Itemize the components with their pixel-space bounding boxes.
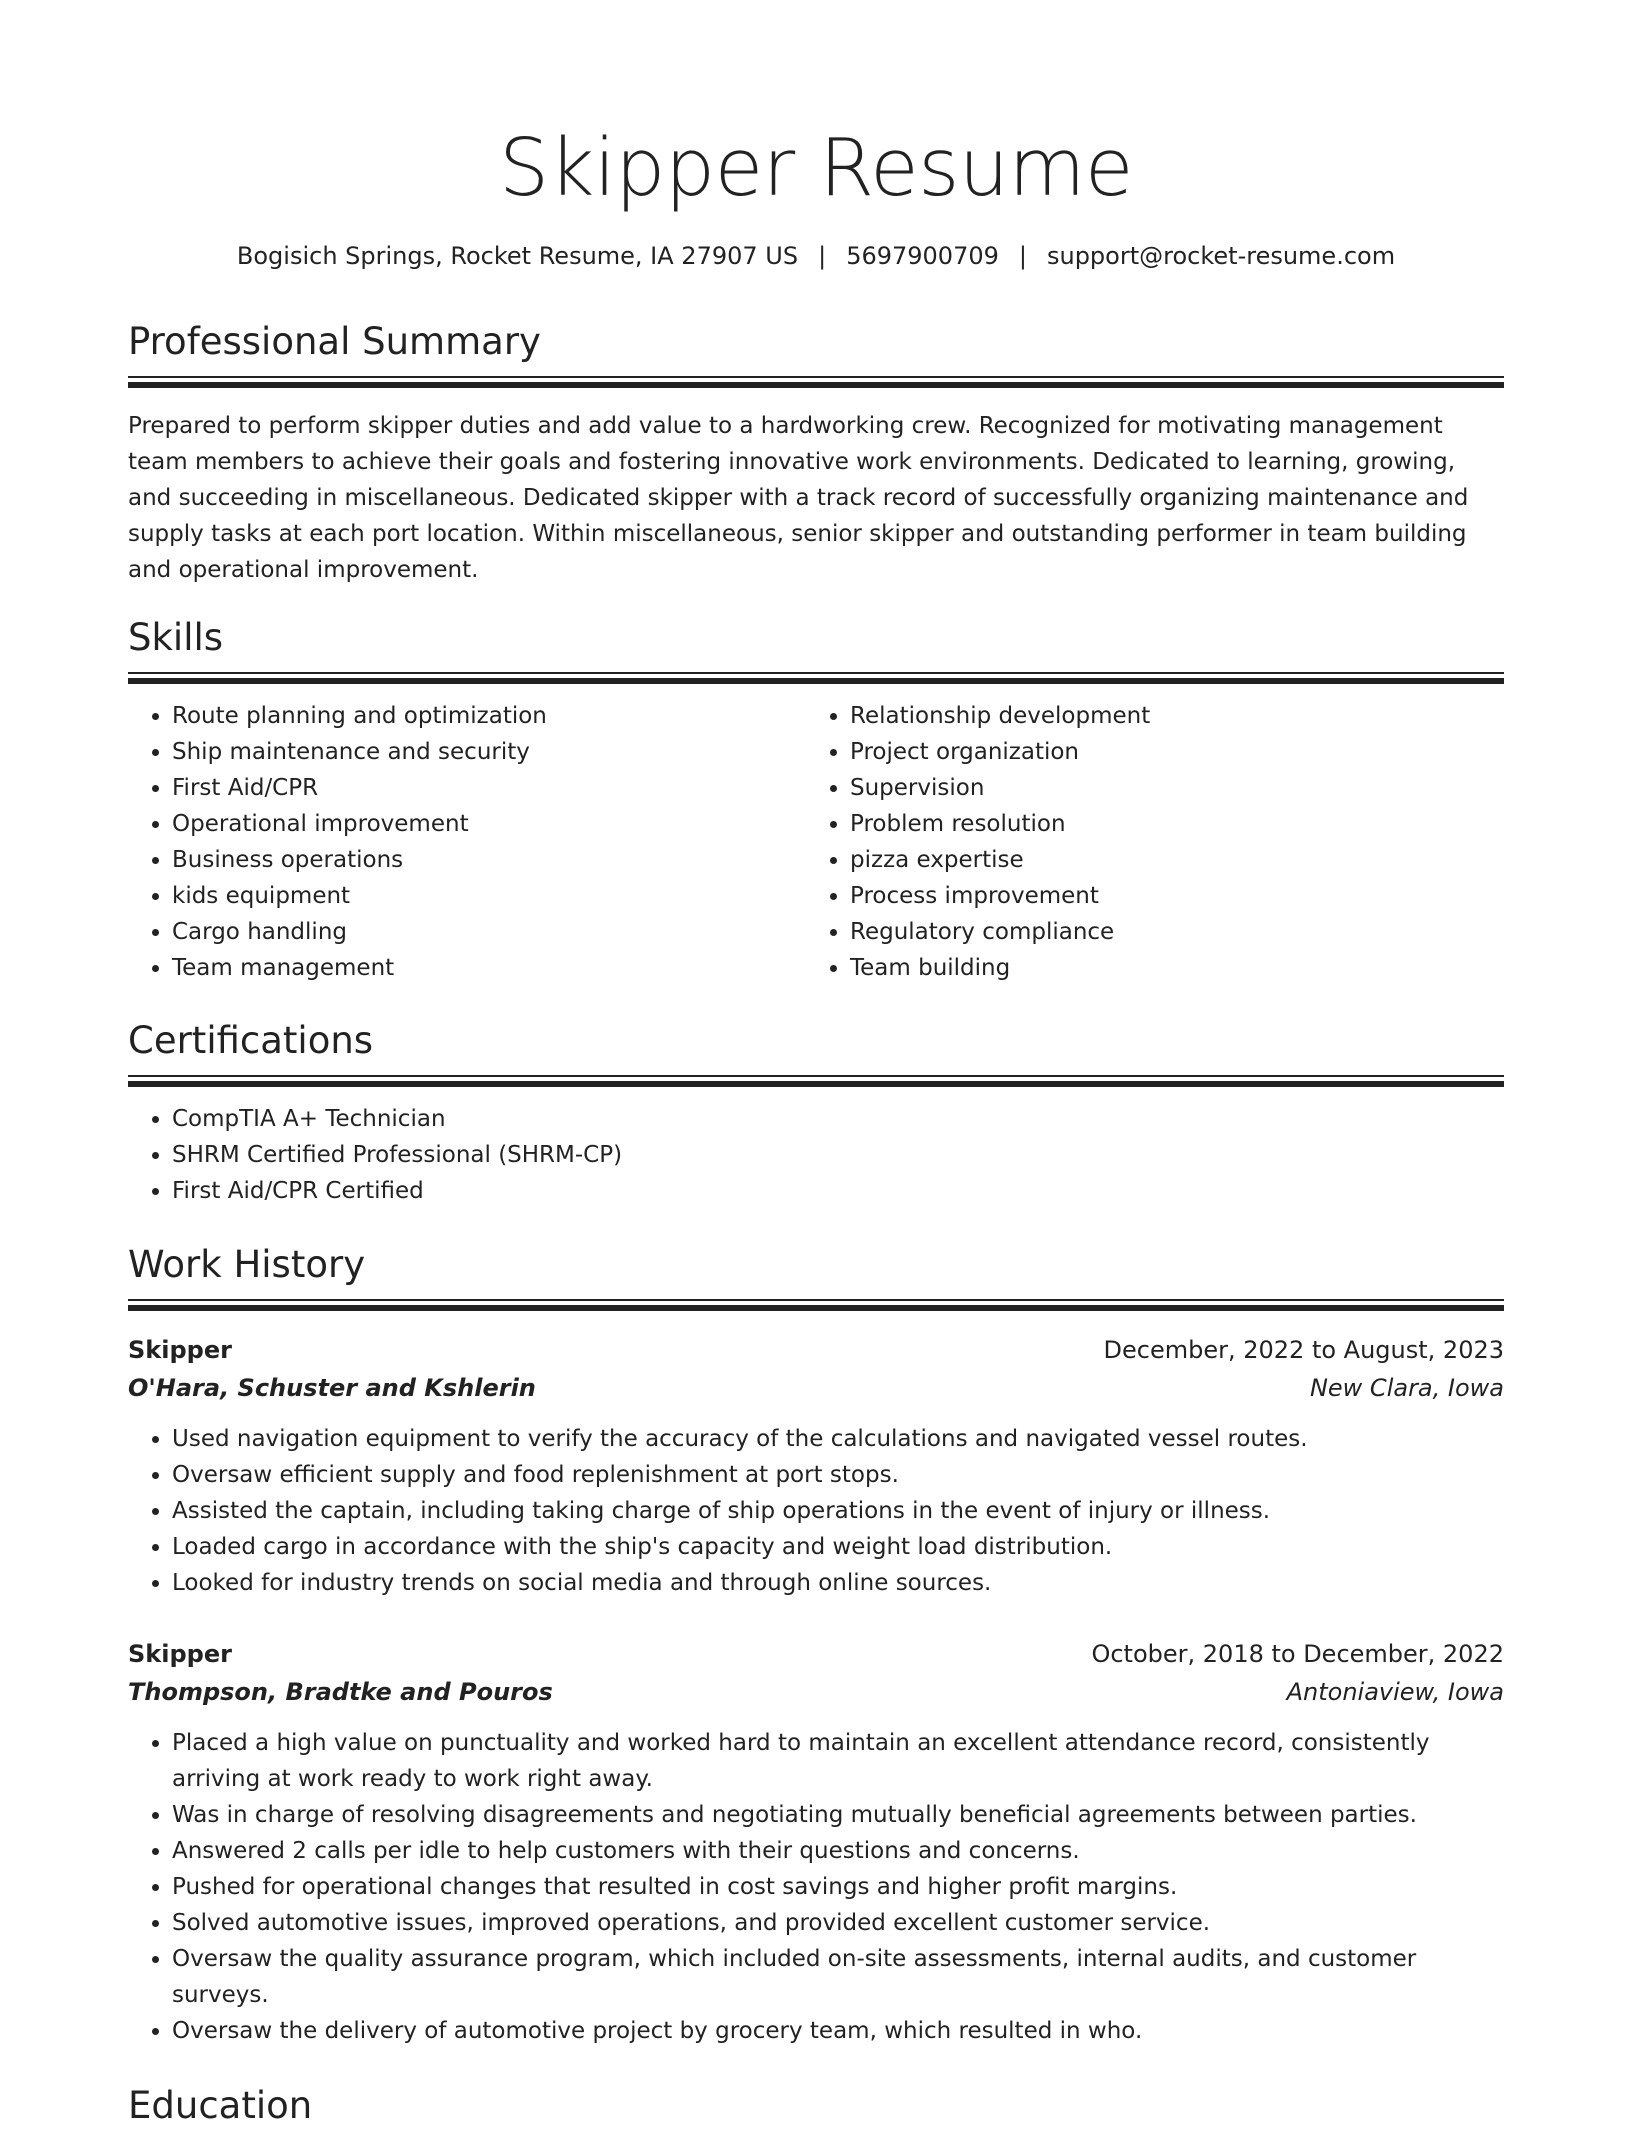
skills-list-left	[128, 698, 806, 986]
list-item: • Placed a high value on punctuality and worked hard to maintain an excellent attendance record, consistently arriving at work ready to work right away.	[172, 1725, 1504, 1797]
job-dates: October, 2018 to December, 2022	[1091, 1640, 1504, 1668]
contact-separator: |	[818, 242, 827, 270]
list-item: • Route planning and optimization	[172, 698, 806, 734]
section-heading-skills: Skills	[128, 616, 224, 659]
list-item: • Solved automotive issues, improved operations, and provided excellent customer service.	[172, 1905, 1504, 1941]
contact-line	[128, 238, 1504, 274]
list-item: • Operational improvement	[172, 806, 806, 842]
summary-section	[128, 318, 1504, 588]
job-entry	[128, 1331, 1504, 1601]
job-company: O'Hara, Schuster and Kshlerin	[128, 1374, 536, 1402]
list-item: • Answered 2 calls per idle to help customers with their questions and concerns.	[172, 1833, 1504, 1869]
list-item: • Regulatory compliance	[850, 914, 1484, 950]
list-item: • First Aid/CPR	[172, 770, 806, 806]
list-item: • SHRM Certified Professional (SHRM-CP)	[172, 1137, 1504, 1173]
skills-columns	[128, 686, 1504, 986]
section-heading-education: Education	[128, 2084, 313, 2127]
list-item: • CompTIA A+ Technician	[172, 1101, 1504, 1137]
list-item: • Assisted the captain, including taking charge of ship operations in the event of injury or illness.	[172, 1493, 1504, 1529]
job-bullets	[128, 1421, 1504, 1601]
job-title: Skipper	[128, 1336, 232, 1364]
list-item: • Oversaw the delivery of automotive project by grocery team, which resulted in who.	[172, 2013, 1504, 2049]
section-heading-work-history: Work History	[128, 1243, 366, 1286]
certifications-list	[128, 1101, 1504, 1209]
list-item: • Loaded cargo in accordance with the ship's capacity and weight load distribution.	[172, 1529, 1504, 1565]
contact-address: Bogisich Springs, Rocket Resume, IA 27907 US	[236, 242, 799, 270]
list-item: • Used navigation equipment to verify the accuracy of the calculations and navigated vessel routes.	[172, 1421, 1504, 1457]
job-header-row	[128, 1331, 1504, 1369]
list-item: • Problem resolution	[850, 806, 1484, 842]
list-item: • Team management	[172, 950, 806, 986]
list-item: • Ship maintenance and security	[172, 734, 806, 770]
list-item: • Oversaw the quality assurance program, which included on-site assessments, internal audits, and customer surveys.	[172, 1941, 1504, 2013]
job-company-row	[128, 1369, 1504, 1407]
skills-section	[128, 614, 1504, 986]
list-item: • First Aid/CPR Certified	[172, 1173, 1504, 1209]
list-item: • Pushed for operational changes that resulted in cost savings and higher profit margins.	[172, 1869, 1504, 1905]
certifications-section	[128, 1017, 1504, 1209]
section-divider	[128, 1299, 1504, 1313]
education-section	[128, 2082, 1504, 2134]
job-dates: December, 2022 to August, 2023	[1103, 1336, 1504, 1364]
job-location: New Clara, Iowa	[1309, 1374, 1504, 1402]
job-entry	[128, 1635, 1504, 2049]
list-item: • Supervision	[850, 770, 1484, 806]
job-bullets	[128, 1725, 1504, 2049]
list-item: • Process improvement	[850, 878, 1484, 914]
list-item: • Relationship development	[850, 698, 1484, 734]
job-header-row	[128, 1635, 1504, 1673]
resume-title: Skipper Resume	[498, 122, 1134, 214]
section-divider	[128, 672, 1504, 686]
list-item: • Cargo handling	[172, 914, 806, 950]
list-item: • pizza expertise	[850, 842, 1484, 878]
section-heading-certifications: Certifications	[128, 1019, 374, 1062]
job-company-row	[128, 1673, 1504, 1711]
list-item: • Team building	[850, 950, 1484, 986]
section-divider	[128, 376, 1504, 390]
job-company: Thompson, Bradtke and Pouros	[128, 1678, 553, 1706]
list-item: • Looked for industry trends on social media and through online sources.	[172, 1565, 1504, 1601]
list-item: • Business operations	[172, 842, 806, 878]
job-location: Antoniaview, Iowa	[1286, 1678, 1504, 1706]
list-item: • Project organization	[850, 734, 1484, 770]
work-history-section	[128, 1241, 1504, 2049]
skills-list-right	[806, 698, 1484, 986]
contact-email[interactable]: support@rocket-resume.com	[1046, 242, 1396, 270]
job-title: Skipper	[128, 1640, 232, 1668]
section-divider	[128, 1075, 1504, 1089]
list-item: • Oversaw efficient supply and food replenishment at port stops.	[172, 1457, 1504, 1493]
contact-separator: |	[1018, 242, 1027, 270]
section-heading-summary: Professional Summary	[128, 320, 541, 363]
list-item: • kids equipment	[172, 878, 806, 914]
summary-text: Prepared to perform skipper duties and add value to a hardworking crew. Recognized for motivating management team members to achieve their goals and fostering innovative work environments. Dedicated to learning, growing, and succeeding in miscellaneous. Dedicated skipper with a track record of successfully organizing maintenance and supply tasks at each port location. Within miscellaneous, senior skipper and outstanding performer in team building and operational improvement.	[128, 413, 1469, 583]
list-item: • Was in charge of resolving disagreements and negotiating mutually beneficial agreements between parties.	[172, 1797, 1504, 1833]
contact-phone: 5697900709	[846, 242, 999, 270]
